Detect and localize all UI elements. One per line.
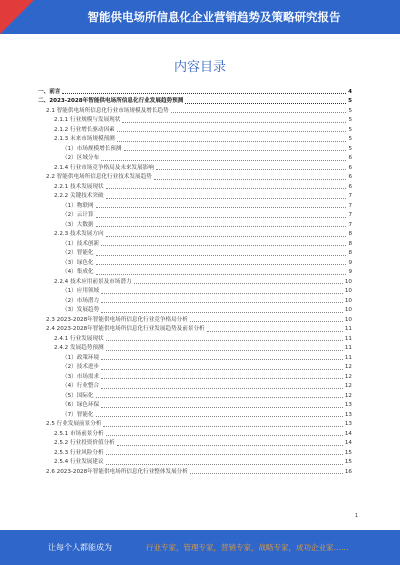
toc-entry[interactable]	[38, 238, 352, 248]
toc-entry-text: 2.1.3 未来市场规模预测	[54, 136, 115, 142]
toc-entry-page: 5	[348, 126, 352, 133]
toc-leader-dots	[101, 293, 343, 294]
toc-entry-page: 9	[348, 259, 352, 266]
footer-bar	[0, 530, 400, 565]
toc-entry-text: （2）技术进步	[62, 364, 100, 370]
toc-entry-text: 2.1.2 行业增长驱动因素	[54, 126, 115, 133]
toc-entry-page: 12	[344, 373, 352, 380]
toc-entry-page: 13	[344, 421, 352, 427]
toc-entry-text: （6）绿色环保	[62, 402, 100, 408]
toc-entry-text: （4）行业整合	[62, 383, 100, 389]
header-red-triangle	[0, 0, 34, 34]
toc-entry[interactable]	[38, 219, 352, 229]
toc-entry-text: 2.4.1 行业发展现状	[54, 335, 104, 342]
toc-entry-page: 6	[348, 183, 352, 190]
toc-entry[interactable]	[38, 153, 352, 163]
toc-entry[interactable]	[38, 381, 352, 391]
toc-entry-text: （1）技术创新	[62, 240, 100, 247]
toc-entry[interactable]	[38, 352, 352, 362]
toc-leader-dots	[122, 122, 346, 123]
toc-leader-dots	[190, 321, 343, 322]
toc-entry-text: 2.4.2 发展趋势预测	[54, 345, 104, 351]
toc-entry-page: 8	[348, 250, 352, 256]
toc-entry-page: 14	[344, 440, 352, 446]
toc-entry-text: 2.3 2023-2028年智能供电场所信息化行业竞争格局分析	[46, 316, 188, 323]
toc-entry[interactable]	[38, 295, 352, 305]
toc-entry-text: （1）政策环境	[62, 354, 100, 361]
toc-entry[interactable]	[38, 105, 352, 115]
toc-entry-text: 2.2 智能供电场所信息化行业技术发展趋势	[46, 174, 152, 180]
toc-entry-page: 16	[344, 468, 352, 475]
toc-entry-page: 12	[344, 392, 352, 399]
toc-entry-text: 一、前言	[38, 88, 61, 95]
toc-entry-text: 2.1.4 行业市场竞争格局及未来发展影响	[54, 164, 154, 171]
toc-entry[interactable]	[38, 466, 352, 476]
footer-tagline: 行业专家，管理专家，营销专家，战略专家，成功企业家……	[146, 543, 349, 552]
toc-entry-text: 2.2.1 技术发展现状	[54, 183, 104, 190]
toc-leader-dots	[117, 445, 343, 446]
toc-entry-page: 5	[348, 98, 352, 104]
toc-leader-dots	[185, 103, 346, 104]
toc-leader-dots	[101, 359, 343, 360]
toc-entry-text: 2.5.4 行业发展建议	[54, 459, 104, 465]
toc-entry-text: 2.5.3 行业风险分析	[54, 449, 104, 456]
toc-entry[interactable]	[38, 286, 352, 296]
toc-entry-text: （2）市场潜力	[62, 297, 100, 304]
footer-slogan: 让每个人都能成为	[48, 543, 112, 552]
toc-entry-page: 11	[344, 345, 352, 351]
toc-leader-dots	[101, 312, 343, 313]
toc-entry-page: 4	[348, 88, 352, 95]
toc-entry-text: （1）市场规模增长预测	[62, 145, 122, 152]
toc-leader-dots	[106, 188, 347, 189]
toc-entry-text: 2.5 行业发展前景分析	[46, 421, 102, 427]
toc-entry-page: 12	[344, 364, 352, 370]
toc-entry-text: （2）智能化	[62, 250, 94, 256]
table-of-contents	[38, 86, 352, 476]
toc-entry-text: 2.4 2023-2028年智能供电场所信息化行业发展趋势及前景分析	[46, 326, 205, 332]
toc-entry-text: （5）国际化	[62, 392, 94, 399]
toc-entry-text: （3）市场需求	[62, 373, 100, 380]
toc-leader-dots	[96, 274, 347, 275]
toc-entry-page: 6	[348, 174, 352, 180]
toc-leader-dots	[101, 302, 343, 303]
toc-entry-page: 6	[348, 155, 352, 161]
toc-leader-dots	[207, 331, 343, 332]
toc-leader-dots	[171, 112, 347, 113]
toc-entry[interactable]	[38, 162, 352, 172]
toc-entry[interactable]	[38, 390, 352, 400]
toc-leader-dots	[134, 283, 343, 284]
toc-leader-dots	[117, 131, 347, 132]
toc-leader-dots	[101, 378, 343, 379]
toc-leader-dots	[106, 198, 347, 199]
toc-leader-dots	[62, 93, 346, 94]
toc-leader-dots	[101, 245, 346, 246]
toc-entry-text: （2）云计算	[62, 212, 94, 218]
toc-entry-page: 10	[344, 316, 352, 323]
toc-entry-text: （7）智能化	[62, 411, 94, 418]
toc-leader-dots	[106, 454, 343, 455]
toc-entry-text: 2.2.3 技术发展方向	[54, 231, 104, 237]
document-title: 智能供电场所信息化企业营销趋势及策略研究报告	[87, 10, 341, 24]
toc-entry-page: 15	[344, 459, 352, 465]
toc-leader-dots	[101, 388, 343, 389]
toc-leader-dots	[106, 464, 343, 465]
toc-leader-dots	[96, 416, 343, 417]
toc-entry[interactable]	[38, 409, 352, 419]
toc-entry-text: （3）绿色化	[62, 259, 94, 266]
toc-entry-text: 2.5.1 市场前景分析	[54, 430, 104, 437]
toc-entry[interactable]	[38, 276, 352, 286]
toc-entry[interactable]	[38, 400, 352, 410]
toc-entry[interactable]	[38, 438, 352, 448]
toc-entry[interactable]	[38, 86, 352, 96]
toc-leader-dots	[117, 141, 347, 142]
toc-entry[interactable]	[38, 200, 352, 210]
toc-entry-page: 5	[348, 136, 352, 142]
toc-leader-dots	[156, 169, 347, 170]
toc-entry[interactable]	[38, 419, 352, 429]
toc-entry[interactable]	[38, 314, 352, 324]
toc-entry-page: 8	[348, 231, 352, 237]
toc-entry-page: 14	[344, 430, 352, 437]
toc-entry[interactable]	[38, 362, 352, 372]
toc-entry-page: 11	[344, 335, 352, 342]
toc-entry[interactable]	[38, 324, 352, 334]
toc-entry-page: 10	[344, 307, 352, 313]
toc-entry-page: 11	[344, 354, 352, 361]
toc-entry[interactable]	[38, 305, 352, 315]
toc-entry-page: 12	[344, 383, 352, 389]
toc-title: 内容目录	[173, 60, 226, 75]
toc-entry[interactable]	[38, 333, 352, 343]
toc-entry[interactable]	[38, 229, 352, 239]
toc-leader-dots	[124, 150, 347, 151]
header-bar	[0, 0, 400, 34]
toc-entry-page: 13	[344, 402, 352, 408]
toc-entry-page: 7	[348, 202, 352, 209]
toc-entry[interactable]	[38, 191, 352, 201]
toc-leader-dots	[96, 207, 347, 208]
toc-entry[interactable]	[38, 134, 352, 144]
toc-entry-page: 10	[344, 297, 352, 304]
toc-entry-page: 7	[348, 212, 352, 218]
toc-leader-dots	[103, 426, 342, 427]
toc-entry[interactable]	[38, 96, 352, 106]
toc-entry-page: 5	[348, 117, 352, 123]
toc-entry-page: 9	[348, 269, 352, 275]
toc-entry[interactable]	[38, 248, 352, 258]
toc-entry-text: （2）区域分布	[62, 155, 100, 161]
toc-entry-text: 二、2023-2028年智能供电场所信息化行业发展趋势预测	[38, 98, 184, 104]
toc-entry-page: 10	[344, 278, 352, 285]
toc-leader-dots	[96, 397, 343, 398]
toc-entry[interactable]	[38, 210, 352, 220]
toc-leader-dots	[96, 264, 347, 265]
toc-entry-text: 2.2.4 技术应用前景及市场潜力	[54, 278, 132, 285]
toc-leader-dots	[190, 473, 343, 474]
toc-leader-dots	[101, 369, 343, 370]
toc-entry[interactable]	[38, 447, 352, 457]
toc-entry-page: 7	[348, 193, 352, 199]
toc-entry[interactable]	[38, 124, 352, 134]
toc-entry[interactable]	[38, 457, 352, 467]
toc-entry-text: （4）集成化	[62, 269, 94, 275]
toc-leader-dots	[106, 435, 343, 436]
toc-entry-text: （1）应用领域	[62, 288, 100, 294]
toc-entry-page: 5	[348, 107, 352, 114]
toc-entry-text: （1）物联网	[62, 202, 94, 209]
toc-entry[interactable]	[38, 143, 352, 153]
toc-entry-text: 2.6 2023-2028年智能供电场所信息化行业整体发展分析	[46, 468, 188, 475]
toc-entry-text: 2.1.1 行业规模与发展现状	[54, 117, 121, 123]
toc-entry-page: 6	[348, 164, 352, 171]
toc-entry-text: 2.2.2 关键技术突破	[54, 193, 104, 199]
toc-leader-dots	[106, 236, 347, 237]
toc-leader-dots	[101, 407, 343, 408]
toc-entry[interactable]	[38, 428, 352, 438]
toc-leader-dots	[96, 255, 347, 256]
toc-entry-page: 10	[344, 288, 352, 294]
toc-entry[interactable]	[38, 257, 352, 267]
toc-entry[interactable]	[38, 343, 352, 353]
toc-entry-page: 5	[348, 145, 352, 152]
toc-entry[interactable]	[38, 115, 352, 125]
toc-entry-text: 2.5.2 行业投资价值分析	[54, 440, 115, 446]
toc-leader-dots	[96, 217, 347, 218]
toc-entry[interactable]	[38, 172, 352, 182]
toc-entry-page: 8	[348, 240, 352, 247]
toc-leader-dots	[101, 160, 346, 161]
toc-leader-dots	[106, 350, 343, 351]
toc-entry-page: 13	[344, 411, 352, 418]
toc-leader-dots	[154, 179, 347, 180]
page-number: 1	[354, 513, 358, 519]
toc-entry-text: （3）大数据	[62, 221, 94, 228]
toc-entry-text: 2.1 智能供电场所信息化行业市场规模及增长趋势	[46, 107, 169, 114]
toc-entry-page: 11	[344, 326, 352, 332]
toc-entry-page: 15	[344, 449, 352, 456]
toc-entry[interactable]	[38, 371, 352, 381]
toc-leader-dots	[96, 226, 347, 227]
toc-entry[interactable]	[38, 267, 352, 277]
toc-entry[interactable]	[38, 181, 352, 191]
toc-entry-page: 7	[348, 221, 352, 228]
toc-entry-text: （3）发展趋势	[62, 307, 100, 313]
toc-leader-dots	[106, 340, 343, 341]
